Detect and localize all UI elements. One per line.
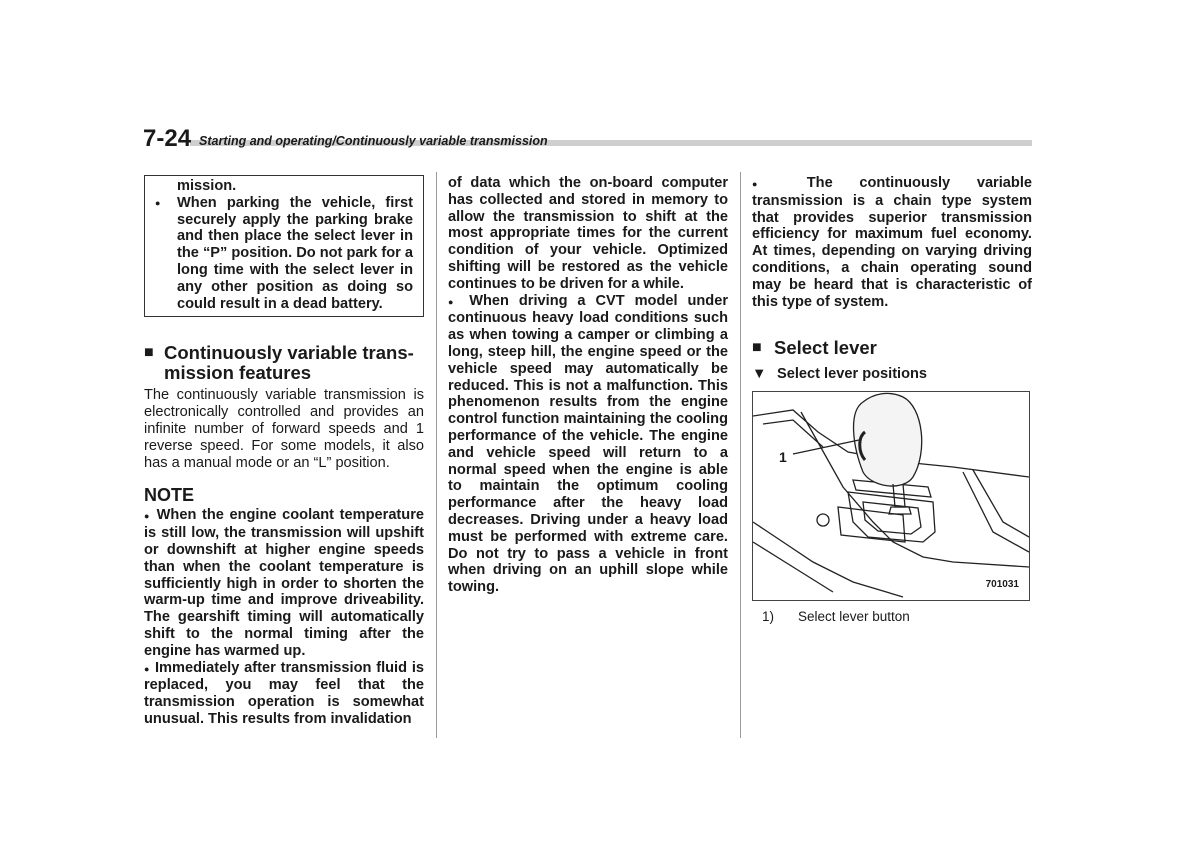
chain-system-bullet: The continuously variable transmission is a chain type system that provides superior transmission efficiency for maximum fuel economy. At times, depending on varying driving conditions, a chain operating sound may be heard that is characteristic of this type of system.: [752, 175, 1032, 310]
page-number: 7-24: [143, 125, 192, 152]
warning-box: [144, 175, 424, 317]
subheading-text: Select lever positions: [777, 366, 928, 383]
note-bullet-1: When the engine coolant temperature is still low, the transmission will upshift or downshift at higher engine speeds than when the coolant temperature is sufficiently high in order to shorten the warm-up time and improve driveability. The gearshift timing will automatically shift to the normal timing after the engine has warmed up.: [144, 507, 424, 659]
caption-text: Select lever button: [798, 609, 910, 625]
box-bullet-item: [155, 195, 413, 313]
section-heading: [144, 343, 424, 383]
column-divider: [740, 172, 741, 738]
figure-caption: [752, 609, 1032, 626]
select-lever-subheading: [752, 366, 1032, 383]
caption-number: 1): [762, 609, 775, 625]
box-continuation: mission.: [177, 178, 237, 194]
cvt-heavy-load-bullet: When driving a CVT model under continuous heavy load conditions such as when towing a camper or climbing a long, steep hill, the engine speed or the vehicle speed may automatically be reduced. This is not a malfunction. This phenomenon results from the engine control function maintaining the cooling performance of the vehicle. The engine and vehicle speed will return to a normal speed when the engine is able to maintain the optimum cooling performance after the heavy load decreases. Driving under a heavy load must be performed with extreme care. Do not try to pass a vehicle in front when driving on an uphill slope while towing.: [448, 292, 729, 596]
shift-lever-drawing: [753, 392, 1029, 600]
section-title: Starting and operating/Continuously variable transmission: [199, 134, 548, 148]
bullet-icon: ●: [155, 197, 161, 208]
bullet-icon: ●: [448, 296, 460, 307]
chain-bullet-block: [752, 175, 1032, 310]
heading-line-2: mission features: [164, 362, 312, 384]
figure-code: 701031: [985, 579, 1019, 591]
square-icon: ■: [144, 344, 154, 362]
continuation-text: of data which the on-board computer has collected and stored in memory to allow the transmission to shift at the most appropriate times for the current condition of your vehicle. Optimized shifting will be restored as the vehicle continues to be driven for a while.: [448, 175, 728, 292]
note-bullet-2: Immediately after transmission fluid is replaced, you may feel that the transmission operation is somewhat unusual. This results from invalidation: [144, 659, 424, 727]
column-2: [448, 175, 728, 596]
figure-callout-label: 1: [779, 449, 787, 466]
note-heading: NOTE: [144, 485, 195, 506]
square-icon: ■: [752, 339, 762, 357]
triangle-icon: ▼: [752, 366, 767, 383]
box-bullet-text: When parking the vehicle, first securely apply the parking brake and then place the select lever in the “P” position. Do not park for a long time with the select lever in any other position as doing so could result in a dead battery.: [177, 194, 413, 312]
column-1: [144, 175, 424, 728]
select-lever-illustration: [752, 391, 1030, 601]
heading-line-1: Continuously variable trans-: [164, 342, 414, 364]
note-block: [144, 507, 424, 727]
column-3: [752, 175, 1032, 626]
intro-paragraph: The continuously variable transmission is electronically controlled and provides an infinite number of forward speeds and 1 reverse speed. For some models, it also has a manual mode or an “L” position.: [144, 387, 424, 471]
column-divider: [436, 172, 437, 738]
bullet-icon: ●: [752, 179, 781, 189]
select-lever-heading: [752, 338, 1032, 358]
heading-text: Select lever: [774, 337, 877, 359]
bullet-icon: ●: [144, 511, 152, 522]
bullet-icon: ●: [144, 663, 151, 674]
